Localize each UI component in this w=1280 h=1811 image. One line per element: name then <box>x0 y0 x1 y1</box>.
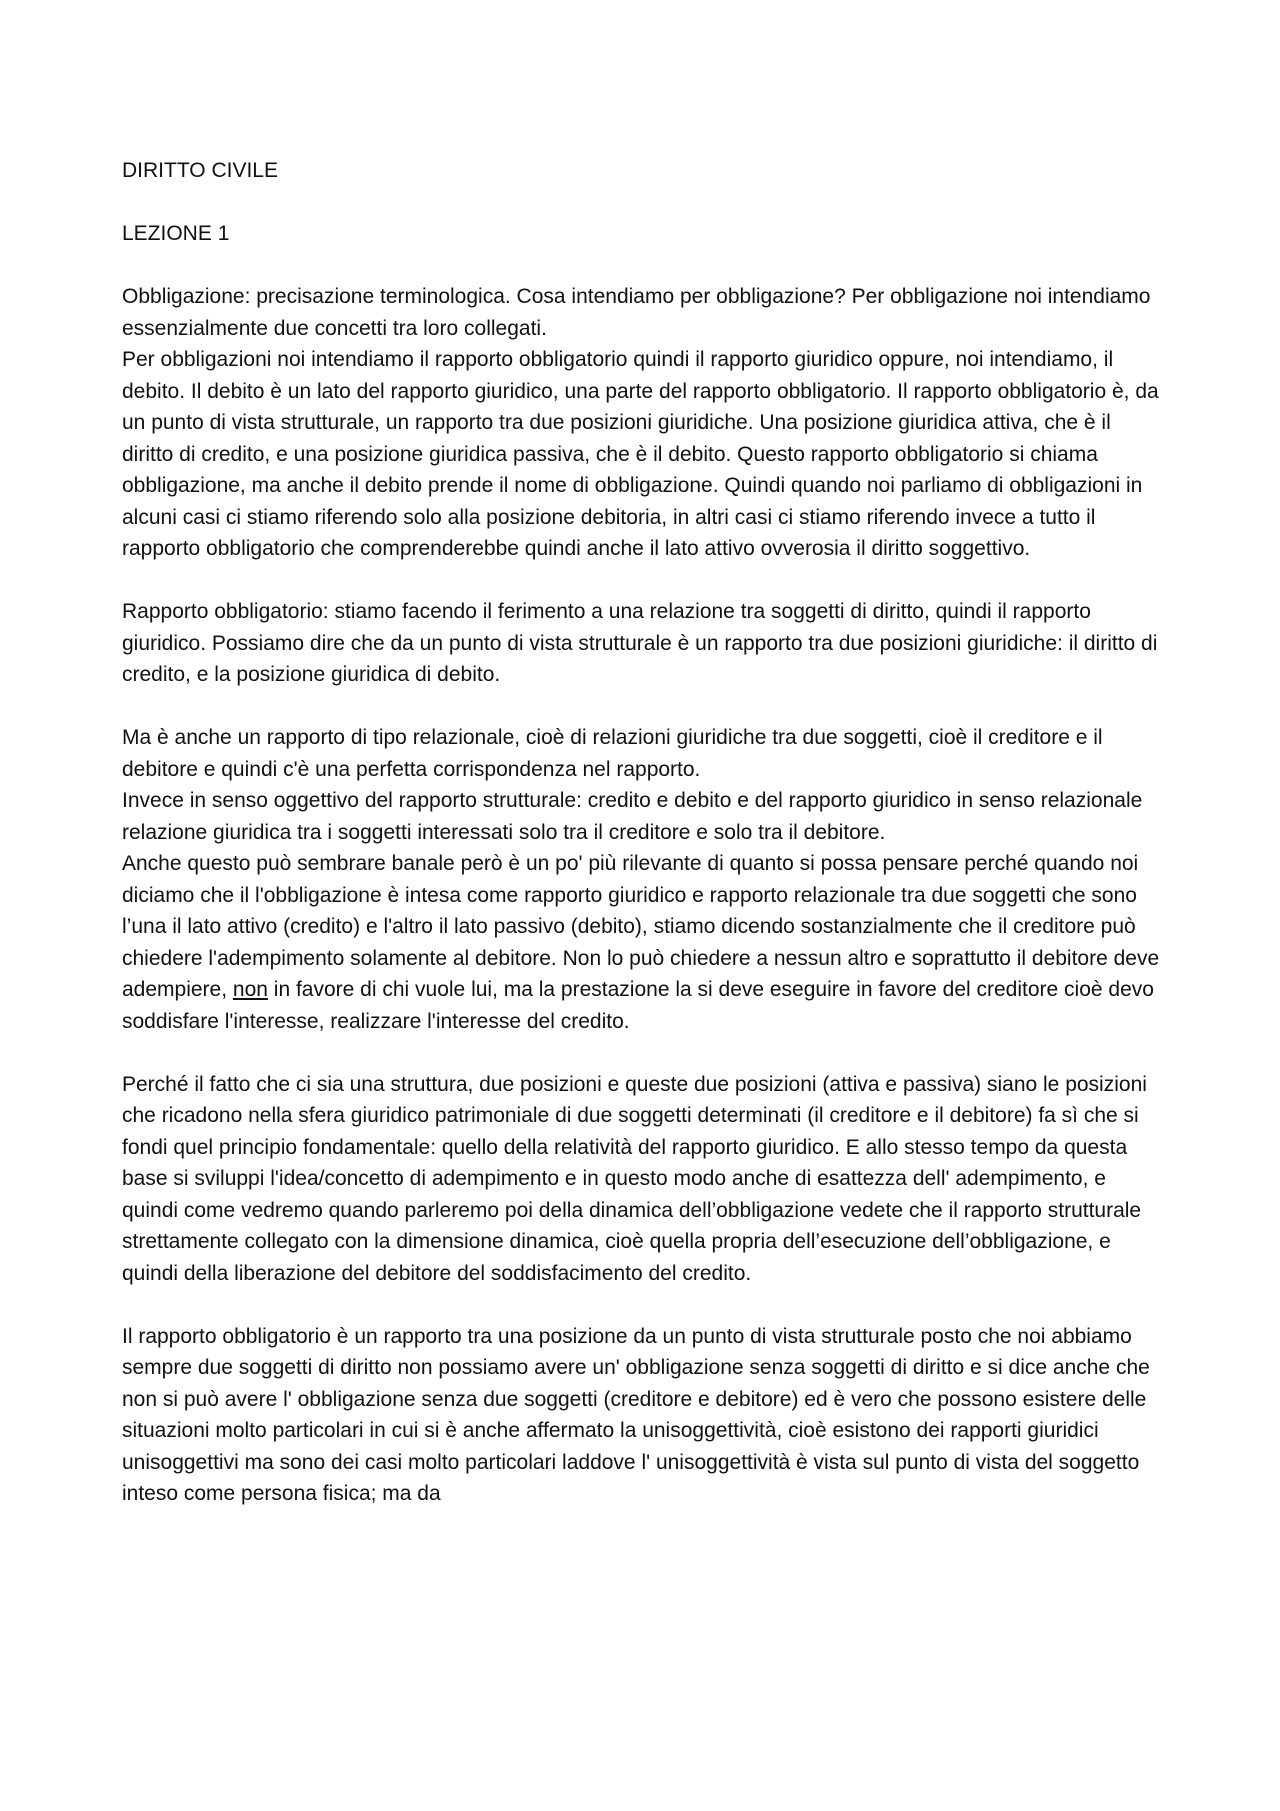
spacer <box>122 187 1162 219</box>
spacer <box>122 1037 1162 1069</box>
spacer <box>122 250 1162 282</box>
paragraph-senso-oggettivo: Invece in senso oggettivo del rapporto strutturale: credito e debito e del rapporto giuridico in senso relazionale relazione giuridica tra i soggetti interessati solo tra il creditore e solo tra il debitore. <box>122 789 1143 844</box>
paragraph-text-after: in favore di chi vuole lui, ma la prestazione la si deve eseguire in favore del creditore cioè devo soddisfare l'interesse, realizzare l'interesse del credito. <box>122 978 1154 1033</box>
spacer <box>122 691 1162 723</box>
lesson-heading: LEZIONE 1 <box>122 222 230 245</box>
paragraph-relativita: Perché il fatto che ci sia una struttura, due posizioni e queste due posizioni (attiva e passiva) siano le posizioni che ricadono nella sfera giuridico patrimoniale di due soggetti determinati (il creditore e il debitore) fa sì che si fondi quel principio fondamentale: quello della relatività del rapporto giuridico. E allo stesso tempo da questa base si sviluppi l'idea/concetto di adempimento e in questo modo anche di esattezza dell' adempimento, e quindi come vedremo quando parleremo poi della dinamica dell’obbligazione vedete che il rapporto strutturale strettamente collegato con la dimensione dinamica, cioè quella propria dell’esecuzione dell’obbligazione, e quindi della liberazione del debitore del soddisfacimento del credito. <box>122 1072 1147 1285</box>
paragraph-creditore-debitore <box>122 848 1162 1037</box>
paragraph-rapporto-obbligatorio: Rapporto obbligatorio: stiamo facendo il ferimento a una relazione tra soggetti di diritto, quindi il rapporto giuridico. Possiamo dire che da un punto di vista strutturale è un rapporto tra due posizioni giuridiche: il diritto di credito, e la posizione giuridica di debito. <box>122 600 1158 686</box>
document-title: DIRITTO CIVILE <box>122 159 278 182</box>
spacer <box>122 1289 1162 1321</box>
paragraph-obbligazione: Obbligazione: precisazione terminologica. Cosa intendiamo per obbligazione? Per obbligazione noi intendiamo essenzialmente due concetti tra loro collegati. <box>122 285 1151 340</box>
paragraph-rapporto-relazionale: Ma è anche un rapporto di tipo relazionale, cioè di relazioni giuridiche tra due soggetti, cioè il creditore e il debitore e quindi c'è una perfetta corrispondenza nel rapporto. <box>122 726 1103 781</box>
spacer <box>122 565 1162 597</box>
underlined-word: non <box>232 978 268 1001</box>
paragraph-unisoggettivita: Il rapporto obbligatorio è un rapporto tra una posizione da un punto di vista strutturale posto che noi abbiamo sempre due soggetti di diritto non possiamo avere un' obbligazione senza soggetti di diritto e si dice anche che non si può avere l' obbligazione senza due soggetti (creditore e debitore) ed è vero che possono esistere delle situazioni molto particolari in cui si è anche affermato la unisoggettività, cioè esistono dei rapporti giuridici unisoggettivi ma sono dei casi molto particolari laddove l' unisoggettività è vista sul punto di vista del soggetto inteso come persona fisica; ma da <box>122 1324 1150 1505</box>
paragraph-text-before: Anche questo può sembrare banale però è un po' più rilevante di quanto si possa pensare perché quando noi diciamo che il l'obbligazione è intesa come rapporto giuridico e rapporto relazionale tra due soggetti che sono l’una il lato attivo (credito) e l'altro il lato passivo (debito), stiamo dicendo sostanzialmente che il creditore può chiedere l'adempimento solamente al debitore. Non lo può chiedere a nessun altro e soprattutto il debitore deve adempiere, <box>122 852 1160 1001</box>
document-body <box>122 155 1162 1510</box>
paragraph-obbligazioni-definizione: Per obbligazioni noi intendiamo il rapporto obbligatorio quindi il rapporto giuridico oppure, noi intendiamo, il debito. Il debito è un lato del rapporto giuridico, una parte del rapporto obbligatorio. Il rapporto obbligatorio è, da un punto di vista strutturale, un rapporto tra due posizioni giuridiche. Una posizione giuridica attiva, che è il diritto di credito, e una posizione giuridica passiva, che è il debito. Questo rapporto obbligatorio si chiama obbligazione, ma anche il debito prende il nome di obbligazione. Quindi quando noi parliamo di obbligazioni in alcuni casi ci stiamo riferendo solo alla posizione debitoria, in altri casi ci stiamo riferendo invece a tutto il rapporto obbligatorio che comprenderebbe quindi anche il lato attivo ovverosia il diritto soggettivo. <box>122 348 1159 560</box>
